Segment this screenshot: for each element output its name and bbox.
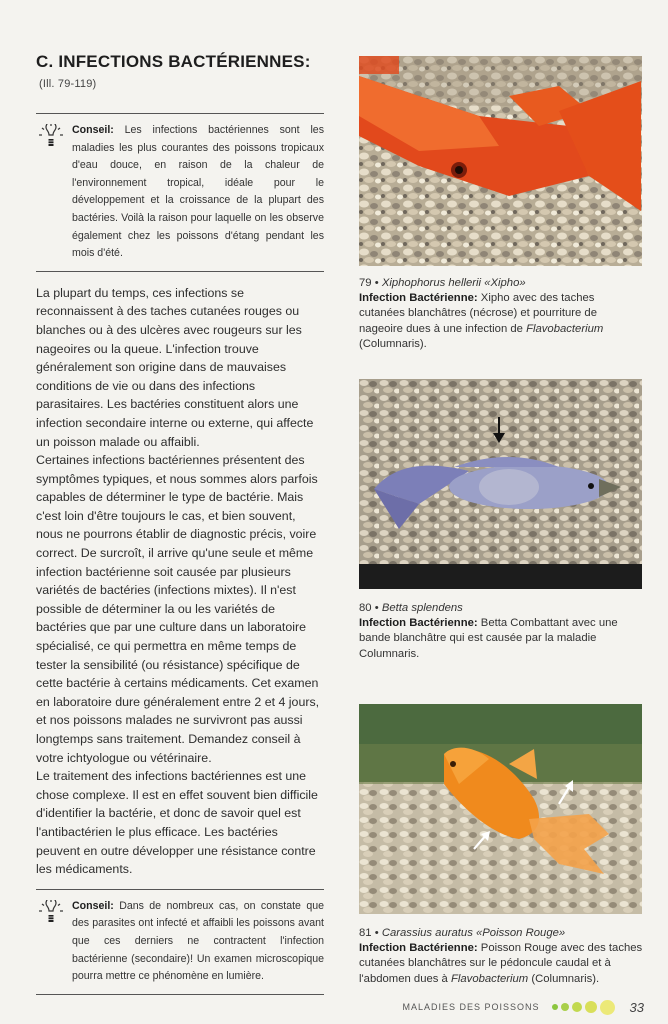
caption-text: Betta Combattant avec une bande blanchâtre qui est causée par la maladie Columnaris.: [359, 617, 618, 660]
illustration-ref: (Ill. 79-119): [39, 78, 97, 90]
divider: [36, 271, 324, 272]
running-footer: MALADIES DES POISSONS: [402, 1002, 540, 1012]
color-dot: [585, 1001, 597, 1013]
figure-number: 80 •: [359, 602, 379, 614]
body-text: [36, 284, 324, 879]
color-dots: [552, 1000, 618, 1015]
color-dot: [552, 1004, 558, 1010]
caption-text: Xipho avec des taches cutanées blanchâtres (nécrose) et pourriture de nageoire dues à une infection de: [359, 292, 597, 335]
caption-80: [359, 601, 643, 662]
divider: [36, 994, 324, 995]
section-heading: [36, 52, 324, 92]
paragraph: Le traitement des infections bactériennes est une chose complexe. Il est en effet souvent bien difficile d'identifier la bactérie, et donc de savoir quel est l'antibactérien le plus efficace. Les bactéries peuvent en outre développer une résistance contre les médicaments.: [36, 769, 318, 877]
photo-xiphophorus: [359, 56, 642, 266]
tip-label: Conseil:: [72, 899, 114, 912]
figure-number: 79 •: [359, 277, 379, 289]
paragraph: Certaines infections bactériennes présentent des symptômes typiques, et nous sommes alors parfois capables de déterminer le type de bactérie. Mais c'est loin d'être toujours le cas, et bien souvent, nous ne pourrons établir de diagnostic précis, voire correct. De surcroît, il arrive qu'une seule et même infection bactérienne soit causée par plusieurs variétés de bactéries (infections mixtes). Il n'est possible de déterminer la ou les variétés de bactéries que par une culture dans un laboratoire spécialisé, ce qui permettra en même temps de tester la sensibilité (ou résistance) spécifique de cette bactérie à certains médicaments. Cet examen en laboratoire dure généralement entre 2 et 4 jours, et nos poissons malades ne survivront pas aussi longtemps sans traitement. Demandez conseil à votre ichtyologue ou vétérinaire.: [36, 453, 320, 765]
tip-box: [36, 114, 324, 271]
caption-label: Infection Bactérienne:: [359, 617, 478, 630]
color-dot: [561, 1003, 569, 1011]
photo-goldfish: [359, 704, 642, 914]
caption-81: [359, 926, 643, 987]
photo-betta: [359, 379, 642, 589]
color-dot: [600, 1000, 615, 1015]
lightbulb-icon: [38, 124, 64, 152]
tip-text: Dans de nombreux cas, on constate que des parasites ont infecté et affaibli les poissons avant que ces derniers ne contractent l'infection bactérienne (secondaire)! Un examen microscopique pourra mettre ce phénomène en lumière.: [72, 899, 325, 983]
species-name: Carassius auratus «Poisson Rouge»: [381, 927, 566, 939]
caption-label: Infection Bactérienne:: [359, 292, 478, 305]
color-dot: [572, 1002, 582, 1012]
page-number: 33: [629, 999, 644, 1015]
caption-79: [359, 276, 643, 352]
lightbulb-icon: [38, 900, 64, 928]
paragraph: La plupart du temps, ces infections se reconnaissent à des taches cutanées rouges ou blanches ou à des ulcères avec rougeurs sur les nageoires ou la queue. L'infection trouve généralement son origine dans de mauvaises conditions de vie ou dans des infections parasitaires. Les bactéries constituent alors une infection secondaire interne ou externe, qui affecte un poisson malade ou affaibli.: [36, 285, 314, 449]
page-footer: [402, 996, 644, 1018]
caption-text: (Columnaris).: [531, 972, 600, 985]
figure-number: 81 •: [359, 927, 379, 939]
tip-text: Les infections bactériennes sont les maladies les plus courantes des poissons tropicaux d'eau douce, en raison de la chaleur de l'environnement tropical, idéale pour le développement et la croissance de la plupart des bactéries. Voilà la raison pour laquelle on les observe également chez les poissons d'étang pendant les mois d'été.: [72, 124, 324, 260]
species-name: Xiphophorus hellerii «Xipho»: [381, 277, 526, 289]
caption-label: Infection Bactérienne:: [359, 942, 478, 955]
tip-label: Conseil:: [72, 124, 114, 136]
genus-name: Flavobacterium: [450, 972, 529, 985]
tip-box: [36, 890, 324, 994]
text-column: [36, 52, 324, 995]
species-name: Betta splendens: [381, 602, 463, 614]
caption-text: (Columnaris).: [359, 337, 427, 350]
genus-name: Flavobacterium: [526, 322, 604, 335]
section-title: C. INFECTIONS BACTÉRIENNES:: [36, 52, 311, 71]
caption-text: Poisson Rouge avec des taches cutanées blanchâtres sur le pédoncule caudal et à l'abdomen dues à: [359, 942, 643, 985]
